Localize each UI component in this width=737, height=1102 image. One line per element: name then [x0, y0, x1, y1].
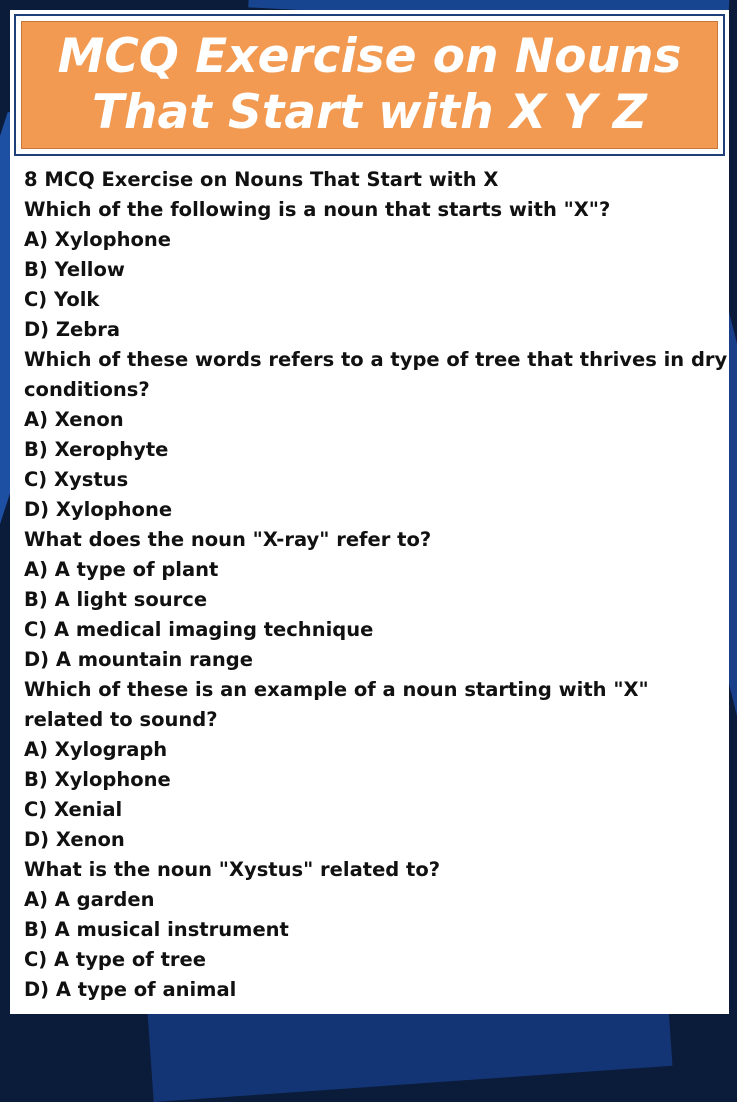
answer-option: A) A type of plant	[24, 558, 219, 581]
answer-option: A) Xenon	[24, 408, 124, 431]
answer-option: A) Xylophone	[24, 228, 171, 251]
answer-option: D) A type of animal	[24, 978, 237, 1001]
question-block	[24, 345, 729, 525]
section-heading: 8 MCQ Exercise on Nouns That Start with X	[24, 168, 499, 191]
question-text: Which of the following is a noun that starts with "X"?	[24, 198, 611, 221]
title-frame	[14, 14, 725, 156]
answer-option: B) Xylophone	[24, 768, 171, 791]
answer-option: C) A medical imaging technique	[24, 618, 374, 641]
answer-option: C) Yolk	[24, 288, 100, 311]
worksheet-card	[10, 10, 729, 1014]
title-banner	[21, 21, 718, 149]
answer-option: D) Zebra	[24, 318, 120, 341]
quiz-content	[24, 165, 729, 1005]
answer-option: B) A light source	[24, 588, 208, 611]
answer-option: A) A garden	[24, 888, 155, 911]
answer-option: D) A mountain range	[24, 648, 253, 671]
answer-option: D) Xenon	[24, 828, 125, 851]
answer-option: A) Xylograph	[24, 738, 168, 761]
answer-option: C) Xystus	[24, 468, 129, 491]
answer-option: C) Xenial	[24, 798, 123, 821]
answer-option: C) A type of tree	[24, 948, 206, 971]
question-block	[24, 195, 729, 345]
title-line-1: MCQ Exercise on Nouns	[57, 29, 682, 84]
title-line-2: That Start with X Y Z	[91, 85, 647, 140]
question-text: What is the noun "Xystus" related to?	[24, 858, 441, 881]
question-text: Which of these words refers to a type of tree that thrives in dry conditions?	[24, 348, 728, 401]
question-block	[24, 525, 729, 675]
answer-option: D) Xylophone	[24, 498, 173, 521]
question-block	[24, 855, 729, 1005]
answer-option: B) Xerophyte	[24, 438, 169, 461]
answer-option: B) Yellow	[24, 258, 125, 281]
question-text: Which of these is an example of a noun starting with "X" related to sound?	[24, 678, 649, 731]
question-block	[24, 675, 729, 855]
answer-option: B) A musical instrument	[24, 918, 289, 941]
question-text: What does the noun "X-ray" refer to?	[24, 528, 432, 551]
